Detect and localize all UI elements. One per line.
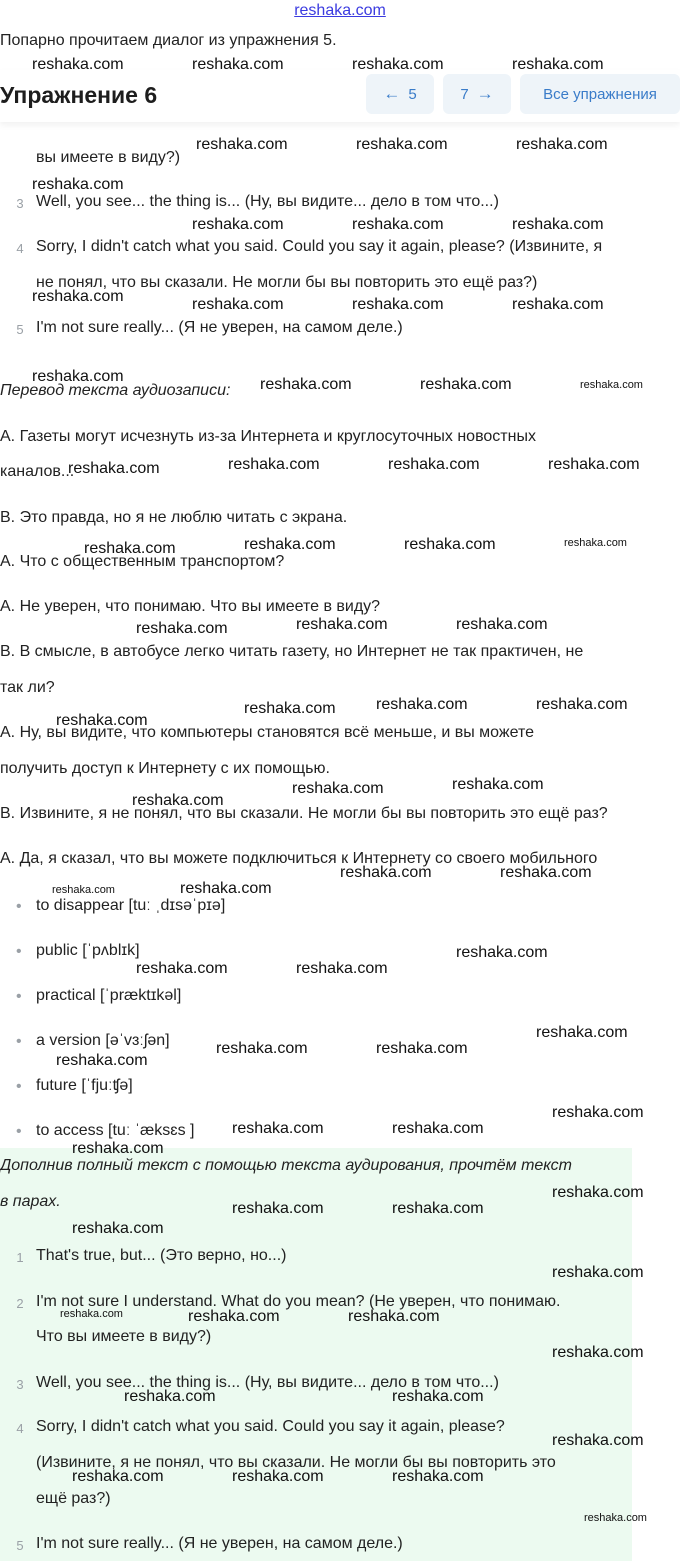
watermark: reshaka.com xyxy=(356,136,448,153)
watermark: reshaka.com xyxy=(244,700,336,717)
watermark: reshaka.com xyxy=(552,1344,644,1361)
watermark: reshaka.com xyxy=(388,456,480,473)
watermark: reshaka.com xyxy=(352,296,444,313)
watermark: reshaka.com xyxy=(196,136,288,153)
watermark: reshaka.com xyxy=(340,864,432,881)
task-instruction: Дополнив полный текст с помощью текста аудирования, прочтём текст xyxy=(0,1157,573,1174)
watermark: reshaka.com xyxy=(552,1104,644,1121)
all-exercises-label: Все упражнения xyxy=(543,85,657,103)
watermark: reshaka.com xyxy=(500,864,592,881)
watermark: reshaka.com xyxy=(584,1512,647,1524)
task-item-text: ещё раз?) xyxy=(36,1490,111,1507)
watermark: reshaka.com xyxy=(60,1308,123,1320)
watermark: reshaka.com xyxy=(132,792,224,809)
bullet-dot: • xyxy=(16,943,22,960)
watermark: reshaka.com xyxy=(536,696,628,713)
watermark: reshaka.com xyxy=(192,216,284,233)
watermark: reshaka.com xyxy=(52,884,115,896)
watermark: reshaka.com xyxy=(376,696,468,713)
watermark: reshaka.com xyxy=(136,620,228,637)
watermark: reshaka.com xyxy=(352,56,444,73)
watermark: reshaka.com xyxy=(552,1184,644,1201)
watermark: reshaka.com xyxy=(512,56,604,73)
prev-exercise-button[interactable] xyxy=(366,74,434,114)
translation-line: А. Не уверен, что понимаю. Что вы имеете в виду? xyxy=(0,598,381,615)
translation-line: А. Что с общественным транспортом? xyxy=(0,553,285,570)
watermark: reshaka.com xyxy=(192,56,284,73)
list-item-number: 4 xyxy=(16,241,24,256)
translation-line: В. В смысле, в автобусе легко читать газету, но Интернет не так практичен, не xyxy=(0,643,584,660)
watermark: reshaka.com xyxy=(516,136,608,153)
vocab-item: to disappear [tuː ˌdɪsəˈpɪə] xyxy=(36,897,226,914)
list-item-number: 3 xyxy=(16,196,24,211)
list-item-text: не понял, что вы сказали. Не могли бы вы повторить это ещё раз?) xyxy=(36,274,538,291)
task-item-text: That's true, but... (Это верно, но...) xyxy=(36,1247,287,1264)
watermark: reshaka.com xyxy=(84,540,176,557)
watermark: reshaka.com xyxy=(136,960,228,977)
task-instruction: в парах. xyxy=(0,1193,61,1210)
watermark: reshaka.com xyxy=(124,1388,216,1405)
vocab-item: a version [əˈvɜːʃən] xyxy=(36,1032,170,1049)
task-item-number: 1 xyxy=(16,1250,24,1265)
translation-heading: Перевод текста аудиозаписи: xyxy=(0,382,231,399)
watermark: reshaka.com xyxy=(552,1432,644,1449)
watermark: reshaka.com xyxy=(68,460,160,477)
watermark: reshaka.com xyxy=(420,376,512,393)
watermark: reshaka.com xyxy=(260,376,352,393)
next-exercise-label: 7 xyxy=(460,85,469,103)
watermark: reshaka.com xyxy=(56,712,148,729)
watermark: reshaka.com xyxy=(180,880,272,897)
task-item-text: I'm not sure really... (Я не уверен, на самом деле.) xyxy=(36,1535,403,1552)
vocab-item: practical [ˈpræktɪkəl] xyxy=(36,987,182,1004)
watermark: reshaka.com xyxy=(72,1220,164,1237)
translation-line: А. Да, я сказал, что вы можете подключиться к Интернету со своего мобильного xyxy=(0,850,598,867)
watermark: reshaka.com xyxy=(232,1200,324,1217)
watermark: reshaka.com xyxy=(404,536,496,553)
watermark: reshaka.com xyxy=(580,379,643,391)
watermark: reshaka.com xyxy=(392,1200,484,1217)
task-item-number: 2 xyxy=(16,1296,24,1311)
watermark: reshaka.com xyxy=(392,1388,484,1405)
arrow-left-icon: ← xyxy=(383,84,401,103)
vocab-item: public [ˈpʌblɪk] xyxy=(36,942,140,959)
bullet-dot: • xyxy=(16,1123,22,1140)
watermark: reshaka.com xyxy=(536,1024,628,1041)
watermark: reshaka.com xyxy=(188,1308,280,1325)
watermark: reshaka.com xyxy=(456,944,548,961)
watermark: reshaka.com xyxy=(244,536,336,553)
watermark: reshaka.com xyxy=(548,456,640,473)
arrow-right-icon: → xyxy=(476,84,494,103)
watermark: reshaka.com xyxy=(56,1052,148,1069)
intro-text: Попарно прочитаем диалог из упражнения 5. xyxy=(0,32,337,49)
bullet-dot: • xyxy=(16,1033,22,1050)
prev-exercise-label: 5 xyxy=(408,85,417,103)
translation-line: каналов... xyxy=(0,463,75,480)
watermark: reshaka.com xyxy=(392,1120,484,1137)
watermark: reshaka.com xyxy=(512,296,604,313)
task-item-text: (Извините, я не понял, что вы сказали. Не могли бы вы повторить это xyxy=(36,1454,556,1471)
watermark: reshaka.com xyxy=(32,56,124,73)
watermark: reshaka.com xyxy=(392,1468,484,1485)
watermark: reshaka.com xyxy=(72,1140,164,1157)
watermark: reshaka.com xyxy=(376,1040,468,1057)
task-item-number: 4 xyxy=(16,1421,24,1436)
watermark: reshaka.com xyxy=(352,216,444,233)
list-item-text: Sorry, I didn't catch what you said. Could you say it again, please? (Извините, я xyxy=(36,238,603,255)
list-item-text: Well, you see... the thing is... (Ну, вы видите... дело в том что...) xyxy=(36,193,499,210)
task-item-text: Что вы имеете в виду?) xyxy=(36,1328,212,1345)
exercise-title: Упражнение 6 xyxy=(0,82,158,108)
watermark: reshaka.com xyxy=(348,1308,440,1325)
task-item-text: I'm not sure I understand. What do you mean? (Не уверен, что понимаю. xyxy=(36,1293,561,1310)
watermark: reshaka.com xyxy=(292,780,384,797)
translation-line: так ли? xyxy=(0,679,55,696)
watermark: reshaka.com xyxy=(32,176,124,193)
watermark: reshaka.com xyxy=(296,616,388,633)
list-item-continuation: вы имеете в виду?) xyxy=(36,149,181,166)
vocab-item: future [ˈfjuːʧə] xyxy=(36,1077,133,1094)
task-item-number: 5 xyxy=(16,1538,24,1553)
watermark: reshaka.com xyxy=(552,1264,644,1281)
translation-line: В. Извините, я не понял, что вы сказали. Не могли бы вы повторить это ещё раз? xyxy=(0,805,608,822)
watermark: reshaka.com xyxy=(216,1040,308,1057)
watermark: reshaka.com xyxy=(232,1120,324,1137)
watermark: reshaka.com xyxy=(512,216,604,233)
watermark: reshaka.com xyxy=(456,616,548,633)
bullet-dot: • xyxy=(16,1078,22,1095)
watermark: reshaka.com xyxy=(296,960,388,977)
translation-line: А. Газеты могут исчезнуть из-за Интернета и круглосуточных новостных xyxy=(0,428,536,445)
watermark: reshaka.com xyxy=(192,296,284,313)
site-logo[interactable]: reshaka.com xyxy=(294,2,386,19)
watermark: reshaka.com xyxy=(32,288,124,305)
bullet-dot: • xyxy=(16,988,22,1005)
bullet-dot: • xyxy=(16,898,22,915)
translation-line: получить доступ к Интернету с их помощью. xyxy=(0,760,330,777)
watermark: reshaka.com xyxy=(564,537,627,549)
watermark: reshaka.com xyxy=(32,368,124,385)
vocab-item: to access [tuː ˈæksɛs ] xyxy=(36,1122,195,1139)
watermark: reshaka.com xyxy=(72,1468,164,1485)
watermark: reshaka.com xyxy=(452,776,544,793)
watermark: reshaka.com xyxy=(228,456,320,473)
task-item-text: Sorry, I didn't catch what you said. Could you say it again, please? xyxy=(36,1418,505,1435)
all-exercises-button[interactable] xyxy=(520,74,680,114)
translation-line: А. Ну, вы видите, что компьютеры становятся всё меньше, и вы можете xyxy=(0,724,534,741)
next-exercise-button[interactable] xyxy=(443,74,511,114)
task-item-number: 3 xyxy=(16,1377,24,1392)
list-item-number: 5 xyxy=(16,322,24,337)
translation-line: В. Это правда, но я не люблю читать с экрана. xyxy=(0,509,348,526)
list-item-text: I'm not sure really... (Я не уверен, на самом деле.) xyxy=(36,319,403,336)
task-item-text: Well, you see... the thing is... (Ну, вы видите... дело в том что...) xyxy=(36,1374,499,1391)
watermark: reshaka.com xyxy=(232,1468,324,1485)
